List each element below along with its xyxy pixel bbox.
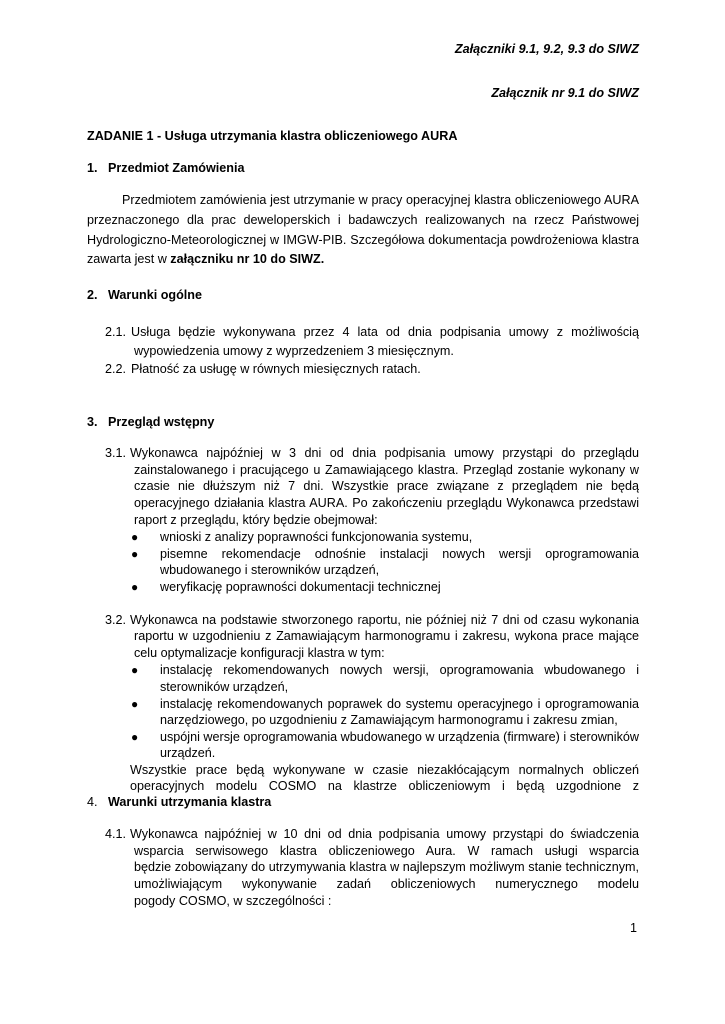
item-3-1-bullet: weryfikację poprawności dokumentacji technicznej [160,580,441,594]
document-title: ZADANIE 1 - Usługa utrzymania klastra obliczeniowego AURA [87,129,458,143]
item-4-1-line: będzie zobowiązany do utrzymywania klastra w najlepszym możliwym stanie technicznym, [134,860,639,874]
item-3-1-line: czasie nie dłuższym niż 7 dni. Wszystkie prace związane z przeglądem nie będą [134,479,639,493]
item-3-2-bullet-continuation: sterowników urządzeń, [160,680,289,694]
section-1-paragraph-last-line [87,251,324,268]
item-3-2-number: 3.2. [105,613,127,627]
section-1-heading: Przedmiot Zamówienia [108,161,245,175]
attachment-reference: załączniku nr 10 do SIWZ. [170,252,325,266]
item-3-1-number: 3.1. [105,446,127,460]
section-1-paragraph-line: przeznaczonego dla prac deweloperskich i badawczych realizowanych na rzecz Państwowej [87,213,639,227]
bullet-icon: ● [131,663,139,677]
item-4-1-number: 4.1. [105,827,127,841]
item-3-1-bullet: pisemne rekomendacje odnośnie instalacji nowych wersji oprogramowania [160,547,639,561]
section-2-number: 2. [87,288,98,302]
item-3-1-line: zainstalowanego i pracującego u Zamawiającego klastra. Przegląd zostanie wykonany w [134,463,639,477]
bullet-icon: ● [131,547,139,561]
section-1-paragraph-line: Hydrologiczno-Meteorologicznej w IMGW-PIB. Szczegółowa dokumentacja powdrożeniowa klastra [87,233,639,247]
bullet-icon: ● [131,697,139,711]
item-3-2-line: Wykonawca na podstawie stworzonego raportu, nie później niż 7 dni od czasu wykonania [130,613,639,627]
item-2-1-number: 2.1. [105,325,127,339]
item-3-1-line: Wykonawca najpóźniej w 3 dni od dnia podpisania umowy przystąpi do przeglądu [130,446,639,460]
item-2-2-line: Płatność za usługę w równych miesięcznych ratach. [131,362,421,376]
section-3-closing-line: Wszystkie prace będą wykonywane w czasie niezakłócającym normalnych obliczeń [130,763,639,777]
item-3-1-bullet-continuation: wbudowanego i sterowników urządzeń, [160,563,380,577]
item-3-2-line: celu optymalizacje konfiguracji klastra w tym: [134,646,385,660]
bullet-icon: ● [131,580,139,594]
section-3-heading: Przegląd wstępny [108,415,215,429]
item-3-2-bullet: uspójni wersje oprogramowania wbudowanego w urządzenia (firmware) i sterowników [160,730,639,744]
item-3-2-bullet-continuation: urządzeń. [160,746,216,760]
item-3-1-bullet: wnioski z analizy poprawności funkcjonowania systemu, [160,530,473,544]
bullet-icon: ● [131,530,139,544]
item-3-1-line: operacyjnego działania klastra AURA. Po zakończeniu przeglądu Wykonawca przedstawi [134,496,639,510]
bullet-icon: ● [131,730,139,744]
item-2-1-line: wypowiedzenia umowy z wyprzedzeniem 3 miesięcznym. [134,344,454,358]
section-3-number: 3. [87,415,98,429]
item-3-2-line: raportu w uzgodnieniu z Zamawiającym harmonogramu i zakresu, wykona prace mające [134,629,639,643]
item-3-2-bullet-continuation: narzędziowego, po uzgodnieniu z Zamawiającym harmonogramu i zakresu zmian, [160,713,618,727]
section-2-heading: Warunki ogólne [108,288,202,302]
section-4-number: 4. [87,795,98,809]
item-3-2-bullet: instalację rekomendowanych poprawek do systemu operacyjnego i oprogramowania [160,697,639,711]
item-3-1-line: raport z przeglądu, który będzie obejmował: [134,513,378,527]
item-4-1-line: pogody COSMO, w szczególności : [134,894,332,908]
header-attachments: Załączniki 9.1, 9.2, 9.3 do SIWZ [454,42,639,56]
item-4-1-line: wsparcia serwisowego klastra obliczeniowego Aura. W ramach usługi wsparcia [134,844,639,858]
header-attachment-number: Załącznik nr 9.1 do SIWZ [491,86,639,100]
section-1-number: 1. [87,161,98,175]
section-4-heading: Warunki utrzymania klastra [108,795,272,809]
item-2-2-number: 2.2. [105,362,127,376]
item-2-1-line: Usługa będzie wykonywana przez 4 lata od dnia podpisania umowy z możliwością [131,325,639,339]
item-4-1-line: Wykonawca najpóźniej w 10 dni od dnia podpisania umowy przystąpi do świadczenia [130,827,639,841]
page-number: 1 [630,921,638,935]
item-3-2-bullet: instalację rekomendowanych nowych wersji, oprogramowania wbudowanego i [160,663,639,677]
section-3-closing-line: operacyjnych modelu COSMO na klastrze obliczeniowym i będą uzgodnione z [130,779,639,793]
section-1-text: zawarta jest w [87,252,171,266]
item-4-1-line: umożliwiającym wykonywanie zadań obliczeniowych numerycznego modelu [134,877,639,891]
section-1-paragraph-line: Przedmiotem zamówienia jest utrzymanie w pracy operacyjnej klastra obliczeniowego AURA [122,193,639,207]
